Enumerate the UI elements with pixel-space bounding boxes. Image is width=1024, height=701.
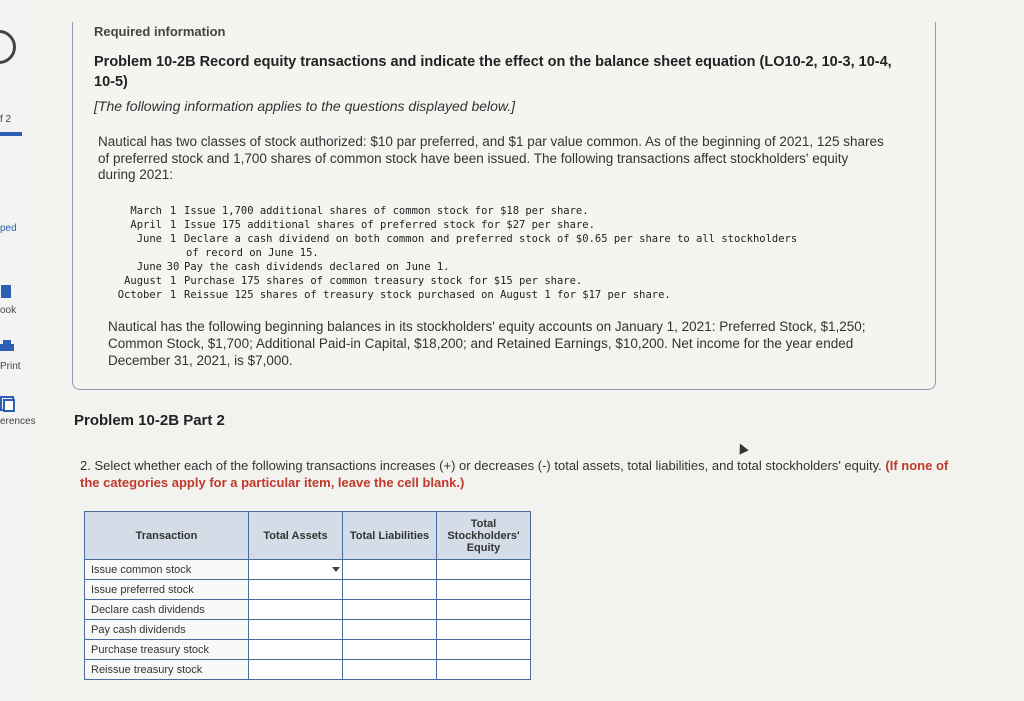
question-prompt: 2. Select whether each of the following transactions increases (+) or decreases (-) total assets, total liabilities, and total stockholders' equity.	[80, 458, 882, 473]
transaction-row	[100, 288, 920, 302]
transaction-day: 30	[166, 261, 180, 273]
equity-select[interactable]	[437, 580, 531, 600]
assets-select[interactable]	[249, 640, 343, 660]
print-icon[interactable]	[0, 340, 16, 356]
ebook-icon[interactable]	[0, 284, 16, 300]
row-label: Issue common stock	[85, 560, 249, 580]
table-row	[85, 580, 531, 600]
transaction-month: April	[130, 219, 162, 231]
transaction-row	[100, 274, 920, 288]
progress-ring	[0, 30, 16, 64]
question-text	[80, 457, 960, 491]
equity-select[interactable]	[437, 640, 531, 660]
chevron-down-icon[interactable]	[332, 567, 340, 572]
transaction-text: Pay the cash dividends declared on June 1.	[184, 261, 450, 273]
transaction-month: June	[136, 261, 162, 273]
header-total-assets: Total Assets	[249, 512, 343, 560]
transaction-day: 1	[169, 219, 177, 231]
assets-select[interactable]	[249, 600, 343, 620]
row-label: Declare cash dividends	[85, 600, 249, 620]
sidebar-item-references[interactable]: erences	[0, 416, 36, 427]
assets-select[interactable]	[249, 560, 343, 580]
table-row	[85, 560, 531, 580]
transaction-row	[100, 232, 920, 246]
left-sidebar	[0, 0, 40, 701]
liabilities-select[interactable]	[343, 560, 437, 580]
mouse-cursor-icon	[735, 441, 748, 454]
row-label: Issue preferred stock	[85, 580, 249, 600]
sidebar-item-question-count[interactable]: f 2	[0, 114, 12, 125]
sidebar-item-print[interactable]: Print	[0, 361, 21, 372]
table-header-row	[85, 512, 531, 560]
transaction-day: 1	[169, 205, 177, 217]
table-row	[85, 600, 531, 620]
question-instruction: (If none of the categories apply for a particular item, leave the cell blank.)	[80, 458, 949, 490]
header-total-equity: Total Stockholders' Equity	[437, 512, 531, 560]
transaction-month: March	[130, 205, 162, 217]
row-label: Pay cash dividends	[85, 620, 249, 640]
transaction-month: October	[117, 289, 162, 301]
applies-note: [The following information applies to the questions displayed below.]	[94, 98, 516, 114]
intro-paragraph: Nautical has two classes of stock authorized: $10 par preferred, and $1 par value common. As of the beginning of 2021, 125 shares of preferred stock and 1,700 shares of common stock have been issued. The following transactions affect stockholders' equity during 2021:	[98, 134, 884, 182]
transaction-list	[100, 204, 920, 302]
required-information-heading: Required information	[94, 24, 226, 39]
part-title: Problem 10-2B Part 2	[74, 412, 225, 429]
transaction-row	[100, 218, 920, 232]
liabilities-select[interactable]	[343, 600, 437, 620]
transaction-text: Declare a cash dividend on both common and preferred stock of $0.65 per share to all stockholders	[184, 233, 798, 245]
assets-select[interactable]	[249, 580, 343, 600]
transaction-row	[100, 260, 920, 274]
assets-select[interactable]	[249, 620, 343, 640]
liabilities-select[interactable]	[343, 580, 437, 600]
table-row	[85, 640, 531, 660]
transaction-month: June	[136, 233, 162, 245]
beginning-balances-paragraph: Nautical has the following beginning balances in its stockholders' equity accounts on January 1, 2021: Preferred Stock, $1,250; Common Stock, $1,700; Additional Paid-in Capital, $18,200; and Retained Earnings, $10,200. Net income for the year ended December 31, 2021, is $7,000.	[108, 319, 866, 368]
references-icon[interactable]	[0, 396, 16, 412]
transaction-day: 1	[169, 289, 177, 301]
table-row	[85, 660, 531, 680]
header-transaction: Transaction	[85, 512, 249, 560]
liabilities-select[interactable]	[343, 640, 437, 660]
row-label: Reissue treasury stock	[85, 660, 249, 680]
sidebar-item-ebook[interactable]: ook	[0, 305, 17, 316]
header-total-liabilities: Total Liabilities	[343, 512, 437, 560]
table-row	[85, 620, 531, 640]
problem-title: Problem 10-2B Record equity transactions and indicate the effect on the balance sheet equation (LO10-2, 10-3, 10-4, 10-5)	[94, 54, 892, 90]
transaction-text: Issue 175 additional shares of preferred stock for $27 per share.	[184, 219, 595, 231]
transaction-day: 1	[169, 275, 177, 287]
equity-select[interactable]	[437, 660, 531, 680]
equity-select[interactable]	[437, 600, 531, 620]
transaction-month: August	[124, 275, 162, 287]
transaction-text: Issue 1,700 additional shares of common stock for $18 per share.	[184, 205, 589, 217]
transaction-day: 1	[169, 233, 177, 245]
progress-bar	[0, 132, 22, 136]
equity-select[interactable]	[437, 560, 531, 580]
liabilities-select[interactable]	[343, 660, 437, 680]
transaction-continuation: of record on June 15.	[186, 247, 319, 259]
sidebar-item-check[interactable]: ped	[0, 223, 17, 234]
transaction-text: Reissue 125 shares of treasury stock purchased on August 1 for $17 per share.	[184, 289, 671, 301]
liabilities-select[interactable]	[343, 620, 437, 640]
row-label: Purchase treasury stock	[85, 640, 249, 660]
equity-select[interactable]	[437, 620, 531, 640]
transaction-row	[100, 204, 920, 218]
transaction-text: Purchase 175 shares of common treasury stock for $15 per share.	[184, 275, 583, 287]
answer-table	[84, 511, 531, 680]
assets-select[interactable]	[249, 660, 343, 680]
